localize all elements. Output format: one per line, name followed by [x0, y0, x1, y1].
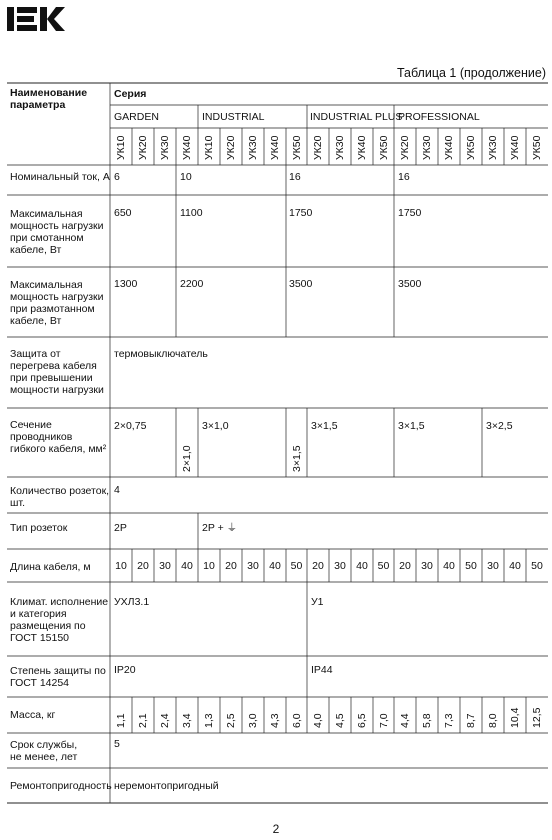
model-code: УК10 — [203, 135, 215, 160]
mass-cell: 12,5 — [531, 707, 543, 728]
row-label-ip: Степень защиты по ГОСТ 14254 — [10, 665, 106, 689]
power-unwound-value: 2200 — [180, 278, 204, 290]
mass-cell: 2,5 — [225, 713, 237, 728]
model-code: УК10 — [115, 135, 127, 160]
power-unwound-value: 3500 — [398, 278, 422, 290]
cable-length-cell: 20 — [137, 560, 149, 572]
row-label-sockets: Количество розеток, шт. — [10, 485, 110, 509]
power-wound-value: 1750 — [398, 207, 422, 219]
sockets-value: 4 — [114, 484, 120, 496]
group-professional: PROFESSIONAL — [398, 111, 480, 123]
model-code: УК40 — [509, 135, 521, 160]
table-caption: Таблица 1 (продолжение) — [396, 66, 546, 80]
page-number: 2 — [272, 822, 280, 836]
row-label-protection: Защита от перегрева кабеля при превышении мощности нагрузки — [10, 348, 104, 396]
cable-length-cell: 50 — [531, 560, 543, 572]
power-wound-value: 650 — [114, 207, 132, 219]
section-value: 3×2,5 — [486, 420, 513, 432]
group-garden: GARDEN — [114, 111, 159, 123]
model-code: УК30 — [334, 135, 346, 160]
power-wound-value: 1100 — [180, 207, 203, 219]
header-param: Наименование параметра — [10, 87, 88, 111]
ip-value: IP20 — [114, 664, 136, 676]
cable-length-cell: 10 — [115, 560, 127, 572]
cable-length-cell: 40 — [269, 560, 281, 572]
current-value: 10 — [180, 171, 192, 183]
mass-cell: 4,5 — [334, 713, 346, 728]
cable-length-cell: 40 — [443, 560, 455, 572]
current-value: 6 — [114, 171, 120, 183]
row-label-power-wound: Максимальная мощность нагрузки при смотанном кабеле, Вт — [10, 208, 104, 256]
cable-length-cell: 30 — [247, 560, 259, 572]
power-wound-value: 1750 — [289, 207, 313, 219]
cable-length-cell: 50 — [377, 560, 390, 572]
model-code: УК30 — [421, 135, 433, 160]
current-value: 16 — [398, 171, 410, 183]
mass-cell: 8,0 — [487, 713, 499, 728]
life-value: 5 — [114, 738, 120, 750]
ip-value: IP44 — [311, 664, 333, 676]
mass-cell: 4,4 — [399, 713, 411, 728]
mass-cell: 1,1 — [115, 713, 127, 728]
row-label-socket-type: Тип розеток — [10, 522, 68, 534]
socket-type-value: 2P — [114, 522, 127, 534]
model-code: УК20 — [137, 135, 149, 160]
cable-length-cell: 40 — [356, 560, 368, 572]
mass-cell: 10,4 — [509, 707, 521, 728]
section-value: 2×1,0 — [181, 445, 193, 472]
mass-cell: 3,4 — [181, 713, 193, 728]
cable-length-cell: 20 — [312, 560, 324, 572]
model-code: УК50 — [378, 135, 390, 160]
current-value: 16 — [289, 171, 301, 183]
cable-length-cell: 40 — [181, 560, 193, 572]
cable-length-cell: 50 — [290, 560, 303, 572]
mass-cell: 2,4 — [159, 713, 171, 728]
climate-value: УХЛ3.1 — [114, 596, 150, 608]
section-value: 3×1,5 — [311, 420, 338, 432]
model-code: УК30 — [247, 135, 259, 160]
section-value: 2×0,75 — [114, 420, 147, 432]
row-label-current: Номинальный ток, А — [10, 171, 110, 183]
mass-cell: 1,3 — [203, 713, 215, 728]
row-label-mass: Масса, кг — [10, 709, 56, 721]
row-label-life: Срок службы, не менее, лет — [10, 739, 78, 763]
power-unwound-value: 3500 — [289, 278, 313, 290]
row-label-power-unwound: Максимальная мощность нагрузки при размотанном кабеле, Вт — [10, 279, 104, 327]
cable-length-cell: 20 — [399, 560, 411, 572]
climate-value: У1 — [311, 596, 324, 608]
model-code: УК20 — [312, 135, 324, 160]
socket-type-value: 2P + ⏚ — [202, 522, 238, 534]
cable-length-cell: 40 — [509, 560, 521, 572]
repair-value: неремонтопригодный — [114, 780, 219, 792]
model-code: УК20 — [225, 135, 237, 160]
model-code: УК40 — [443, 135, 455, 160]
cable-length-cell: 20 — [225, 560, 237, 572]
protection-value: термовыключатель — [114, 348, 208, 360]
cable-length-cell: 10 — [203, 560, 215, 572]
mass-cell: 6,0 — [291, 713, 303, 728]
mass-cell: 4,0 — [312, 713, 324, 728]
model-code: УК40 — [356, 135, 368, 160]
cable-length-cell: 30 — [487, 560, 499, 572]
section-value: 3×1,0 — [202, 420, 229, 432]
header-series: Серия — [114, 88, 147, 100]
mass-cell: 6,5 — [356, 713, 368, 728]
row-label-repair: Ремонтопригодность — [10, 780, 112, 792]
cable-length-cell: 50 — [465, 560, 477, 572]
model-code: УК30 — [487, 135, 499, 160]
section-value: 3×1,5 — [291, 445, 303, 472]
power-unwound-value: 1300 — [114, 278, 138, 290]
section-value: 3×1,5 — [398, 420, 425, 432]
row-label-climate: Климат. исполнение и категория размещения по ГОСТ 15150 — [10, 596, 109, 644]
model-code: УК40 — [269, 135, 281, 160]
model-code: УК50 — [531, 135, 543, 160]
group-industrial-plus: INDUSTRIAL PLUS — [310, 111, 403, 123]
row-label-section: Сечение проводников гибкого кабеля, мм² — [10, 419, 107, 455]
model-code: УК20 — [399, 135, 411, 160]
model-code: УК50 — [291, 135, 303, 160]
mass-cell: 7,0 — [378, 713, 390, 728]
model-code: УК30 — [159, 135, 171, 160]
model-code: УК50 — [465, 135, 477, 160]
group-industrial: INDUSTRIAL — [202, 111, 265, 123]
mass-cell: 7,3 — [443, 713, 455, 728]
cable-length-cell: 30 — [334, 560, 346, 572]
mass-cell: 8,7 — [465, 713, 477, 728]
mass-cell: 5,8 — [421, 713, 433, 728]
mass-cell: 3,0 — [247, 713, 259, 728]
mass-cell: 4,3 — [269, 713, 281, 728]
model-code: УК40 — [181, 135, 193, 160]
row-label-cable-length: Длина кабеля, м — [10, 561, 91, 573]
cable-length-cell: 30 — [159, 560, 171, 572]
mass-cell: 2,1 — [137, 713, 149, 728]
cable-length-cell: 30 — [421, 560, 433, 572]
